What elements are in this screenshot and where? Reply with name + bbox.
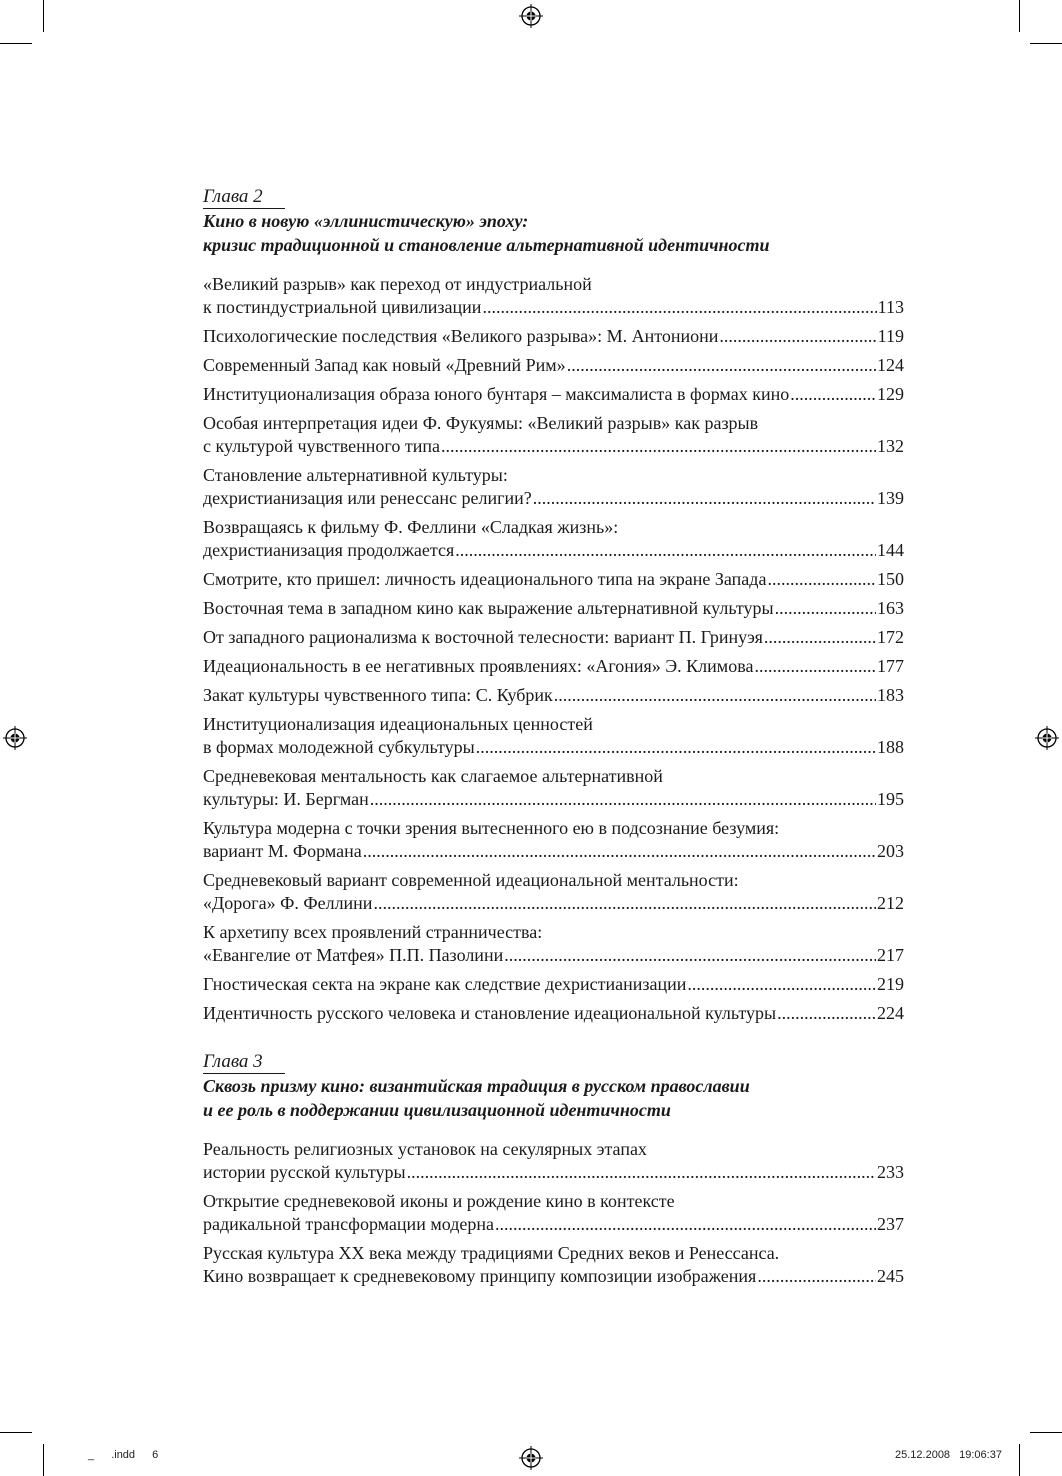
slug-time: 19:06:37 xyxy=(959,1449,1002,1461)
toc-entry-title: радикальной трансформации модерна xyxy=(203,1214,494,1234)
toc-entry-title: к постиндустриальной цивилизации xyxy=(203,297,482,317)
toc-entry-line xyxy=(203,597,904,620)
toc-entry-title-line: Возвращаясь к фильму Ф. Феллини «Сладкая жизнь»: xyxy=(203,517,619,537)
toc-entry-title-line: Становление альтернативной культуры: xyxy=(203,465,508,485)
dot-leader xyxy=(754,655,876,678)
toc-page-number: 183 xyxy=(877,685,904,705)
toc-page-number: 224 xyxy=(877,1003,904,1023)
toc-entry xyxy=(203,1190,904,1236)
table-of-contents xyxy=(203,186,904,1314)
toc-entry-list xyxy=(203,273,904,1025)
dot-leader xyxy=(476,736,876,759)
toc-entry xyxy=(203,765,904,811)
toc-entry xyxy=(203,869,904,915)
toc-entry xyxy=(203,597,904,620)
crop-mark xyxy=(43,1444,44,1476)
toc-entry-line xyxy=(203,840,904,863)
slug-page: 6 xyxy=(152,1449,159,1461)
toc-entry-title: вариант М. Формана xyxy=(203,841,362,861)
toc-entry xyxy=(203,713,904,759)
toc-entry xyxy=(203,273,904,319)
toc-page-number: 129 xyxy=(877,384,904,404)
toc-entry-line xyxy=(203,435,904,458)
dot-leader xyxy=(370,788,876,811)
toc-entry-title-line: Особая интерпретация идеи Ф. Фукуямы: «Великий разрыв» как разрыв xyxy=(203,413,759,433)
slug-mark: _ xyxy=(88,1449,95,1461)
toc-entry-title: Смотрите, кто пришел: личность идеационального типа на экране Запада xyxy=(203,569,767,589)
toc-entry-title: Кино возвращает к средневековому принципу композиции изображения xyxy=(203,1266,757,1286)
toc-page-number: 139 xyxy=(877,488,904,508)
toc-page-number: 113 xyxy=(877,297,904,317)
dot-leader xyxy=(687,973,876,996)
toc-entry-line xyxy=(203,973,904,996)
crop-mark xyxy=(1030,43,1062,44)
toc-page-number: 212 xyxy=(877,893,904,913)
toc-entry-line xyxy=(203,788,904,811)
toc-entry xyxy=(203,1002,904,1025)
toc-entry-title: Гностическая секта на экране как следствие дехристианизации xyxy=(203,974,687,994)
toc-page-number: 119 xyxy=(877,326,904,346)
toc-entry-title-line: Реальность религиозных установок на секулярных этапах xyxy=(203,1139,647,1159)
print-slug-left xyxy=(88,1449,172,1461)
toc-entry xyxy=(203,568,904,591)
toc-entry-line xyxy=(203,626,904,649)
toc-entry-line xyxy=(203,892,904,915)
dot-leader xyxy=(455,539,876,562)
slug-date: 25.12.2008 xyxy=(895,1449,951,1461)
dot-leader xyxy=(777,1002,876,1025)
toc-page-number: 233 xyxy=(877,1162,904,1182)
toc-entry-title: дехристианизация продолжается xyxy=(203,540,455,560)
dot-leader xyxy=(764,626,876,649)
toc-page-number: 203 xyxy=(877,841,904,861)
toc-page-number: 217 xyxy=(877,945,904,965)
toc-entry-line xyxy=(203,354,904,377)
toc-page-number: 195 xyxy=(877,789,904,809)
toc-entry xyxy=(203,325,904,348)
toc-entry-title: От западного рационализма к восточной телесности: вариант П. Гринуэя xyxy=(203,627,763,647)
toc-entry xyxy=(203,973,904,996)
dot-leader xyxy=(407,1161,876,1184)
dot-leader xyxy=(533,487,876,510)
dot-leader xyxy=(775,597,876,620)
toc-entry-title: Институционализация образа юного бунтаря – максималиста в формах кино xyxy=(203,384,790,404)
registration-mark-icon xyxy=(3,726,27,750)
toc-entry-title-line: «Великий разрыв» как переход от индустриальной xyxy=(203,274,592,294)
toc-entry-line xyxy=(203,736,904,759)
registration-mark-icon xyxy=(519,1446,543,1470)
dot-leader xyxy=(363,840,876,863)
dot-leader xyxy=(757,1265,876,1288)
toc-entry-title-line: Культура модерна с точки зрения вытесненного ею в подсознание безумия: xyxy=(203,818,780,838)
dot-leader xyxy=(790,383,876,406)
dot-leader xyxy=(482,296,876,319)
toc-entry-line xyxy=(203,1002,904,1025)
toc-entry xyxy=(203,1138,904,1184)
toc-entry-title-line: Средневековый вариант современной идеациональной ментальности: xyxy=(203,870,739,890)
dot-leader xyxy=(567,354,876,377)
toc-entry-title: с культурой чувственного типа xyxy=(203,436,440,456)
toc-entry xyxy=(203,655,904,678)
toc-entry-line xyxy=(203,655,904,678)
toc-entry-line xyxy=(203,325,904,348)
crop-mark xyxy=(1019,1444,1020,1476)
chapter-label: Глава 2 xyxy=(203,186,285,209)
toc-entry xyxy=(203,626,904,649)
registration-mark-icon xyxy=(1035,726,1059,750)
toc-entry-line xyxy=(203,944,904,967)
toc-page-number: 132 xyxy=(877,436,904,456)
dot-leader xyxy=(554,684,876,707)
toc-entry xyxy=(203,684,904,707)
toc-entry-line xyxy=(203,568,904,591)
slug-file: .indd xyxy=(111,1449,136,1461)
toc-entry-title: Закат культуры чувственного типа: С. Кубрик xyxy=(203,685,553,705)
dot-leader xyxy=(441,435,876,458)
toc-entry-title-line: Открытие средневековой иконы и рождение кино в контексте xyxy=(203,1191,675,1211)
toc-entry-title: в формах молодежной субкультуры xyxy=(203,737,475,757)
toc-entry-title: Идентичность русского человека и становление идеациональной культуры xyxy=(203,1003,777,1023)
crop-mark xyxy=(1030,1432,1062,1433)
toc-page-number: 144 xyxy=(877,540,904,560)
toc-entry-title-line: К архетипу всех проявлений странничества: xyxy=(203,922,543,942)
toc-page-number: 124 xyxy=(877,355,904,375)
toc-entry-list xyxy=(203,1138,904,1288)
chapter-2-section xyxy=(203,186,904,1025)
toc-entry-line xyxy=(203,684,904,707)
dot-leader xyxy=(504,944,876,967)
dot-leader xyxy=(373,892,876,915)
crop-mark xyxy=(1019,0,1020,32)
toc-page-number: 188 xyxy=(877,737,904,757)
toc-page-number: 163 xyxy=(877,598,904,618)
registration-mark-icon xyxy=(519,4,543,28)
toc-entry-line xyxy=(203,1265,904,1288)
dot-leader xyxy=(719,325,876,348)
toc-entry-title: «Дорога» Ф. Феллини xyxy=(203,893,373,913)
toc-entry-line xyxy=(203,539,904,562)
print-slug-right xyxy=(889,1449,1002,1461)
toc-entry-title: «Евангелие от Матфея» П.П. Пазолини xyxy=(203,945,504,965)
crop-mark xyxy=(0,1432,32,1433)
chapter-3-section xyxy=(203,1051,904,1288)
toc-entry xyxy=(203,354,904,377)
chapter-title: Кино в новую «эллинистическую» эпоху: кризис традиционной и становление альтернативной идентичности xyxy=(203,211,770,255)
toc-entry-line xyxy=(203,296,904,319)
toc-page-number: 150 xyxy=(877,569,904,589)
dot-leader xyxy=(495,1213,876,1236)
toc-entry-title: дехристианизация или ренессанс религии? xyxy=(203,488,532,508)
toc-entry xyxy=(203,464,904,510)
toc-entry-line xyxy=(203,1213,904,1236)
toc-entry-title: Восточная тема в западном кино как выражение альтернативной культуры xyxy=(203,598,774,618)
toc-entry-title-line: Русская культура XX века между традициями Средних веков и Ренессанса. xyxy=(203,1243,780,1263)
toc-entry-title-line: Средневековая ментальность как слагаемое альтернативной xyxy=(203,766,663,786)
toc-entry-title: Психологические последствия «Великого разрыва»: М. Антониони xyxy=(203,326,719,346)
toc-entry-title: истории русской культуры xyxy=(203,1162,406,1182)
toc-entry xyxy=(203,516,904,562)
toc-entry xyxy=(203,921,904,967)
toc-entry-line xyxy=(203,487,904,510)
chapter-label: Глава 3 xyxy=(203,1051,285,1074)
crop-mark xyxy=(0,43,32,44)
toc-entry-title: культуры: И. Бергман xyxy=(203,789,369,809)
toc-entry xyxy=(203,817,904,863)
toc-entry xyxy=(203,1242,904,1288)
toc-entry-title-line: Институционализация идеациональных ценностей xyxy=(203,714,593,734)
toc-entry-line xyxy=(203,383,904,406)
toc-page-number: 237 xyxy=(877,1214,904,1234)
dot-leader xyxy=(767,568,876,591)
toc-page-number: 219 xyxy=(877,974,904,994)
toc-entry-title: Идеациональность в ее негативных проявлениях: «Агония» Э. Климова xyxy=(203,656,754,676)
toc-entry-title: Современный Запад как новый «Древний Рим» xyxy=(203,355,566,375)
toc-entry-line xyxy=(203,1161,904,1184)
toc-page-number: 245 xyxy=(877,1266,904,1286)
chapter-title: Сквозь призму кино: византийская традиция в русском православии и ее роль в поддержании цивилизационной идентичности xyxy=(203,1076,750,1120)
crop-mark xyxy=(43,0,44,32)
toc-entry xyxy=(203,383,904,406)
toc-page-number: 177 xyxy=(877,656,904,676)
toc-entry xyxy=(203,412,904,458)
toc-page-number: 172 xyxy=(877,627,904,647)
